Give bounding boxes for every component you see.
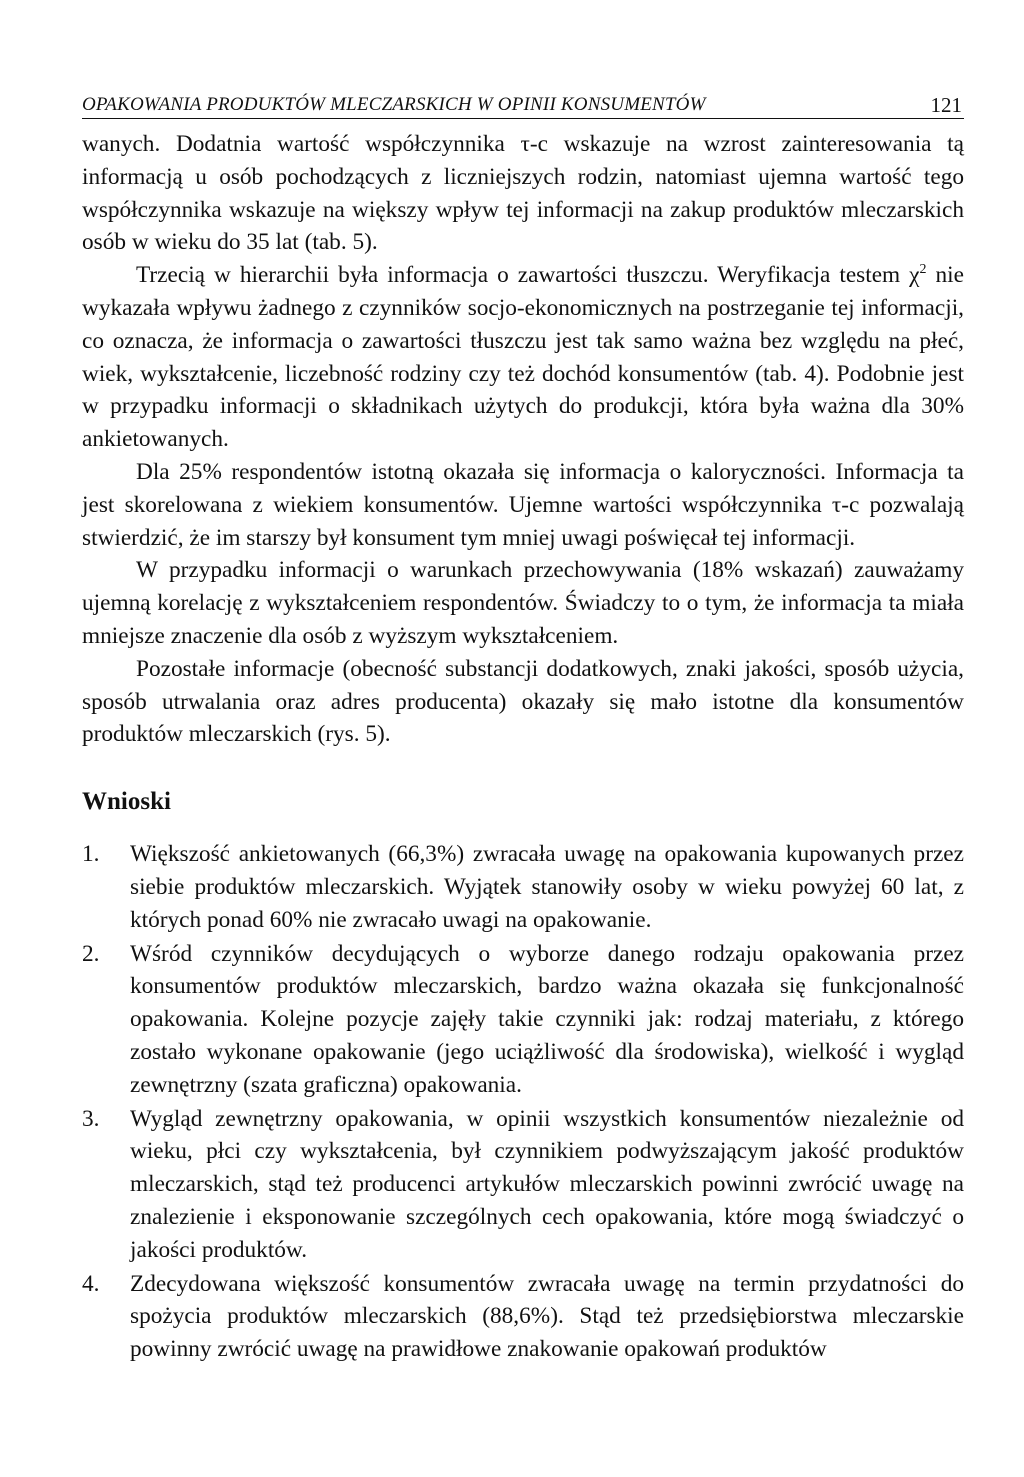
section-title: Wnioski bbox=[82, 788, 171, 816]
list-item bbox=[82, 938, 964, 1102]
list-item-text: Wygląd zewnętrzny opakowania, w opinii wszystkich konsumentów niezależnie od wieku, płci czy wykształcenia, był czynnikiem podwyższającym jakość produktów mleczarskich, stąd też producenci artykułów mleczarskich powinni zwrócić uwagę na znalezienie i eksponowanie szczególnych cech opakowania, które mogą świadczyć o jakości produktów. bbox=[130, 1105, 964, 1263]
list-item-number: 2. bbox=[82, 940, 100, 967]
body-text bbox=[82, 128, 964, 1366]
paragraph-calories: Dla 25% respondentów istotną okazała się informacja o kaloryczności. Informacja ta jest skorelowana z wiekiem konsumentów. Ujemne wartości współczynnika τ-c pozwalają stwierdzić, że im starszy był konsument tym mniej uwagi poświęcał tej informacji. bbox=[82, 458, 964, 551]
document-page bbox=[82, 88, 964, 1367]
list-item-text: Większość ankietowanych (66,3%) zwracała uwagę na opakowania kupowanych przez siebie produktów mleczarskich. Wyjątek stanowiły osoby w wieku powyżej 60 lat, z których ponad 60% nie zwracało uwagi na opakowanie. bbox=[130, 841, 964, 933]
list-item-number: 4. bbox=[82, 1270, 100, 1297]
list-item-text: Zdecydowana większość konsumentów zwracała uwagę na termin przydatności do spożycia produktów mleczarskich (88,6%). Stąd też przedsiębiorstwa mleczarskie powinny zwrócić uwagę na prawidłowe znakowanie opakowań produktów bbox=[130, 1270, 964, 1363]
list-item bbox=[82, 838, 964, 936]
paragraph-fat-content-start: Trzecią w hierarchii była informacja o zawartości tłuszczu. Weryfikacja testem χ bbox=[136, 262, 920, 289]
paragraph-fat-content-rest: nie wykazała wpływu żadnego z czynników socjo-ekonomicznych na postrzeganie tej informacji, co oznacza, że informacja o zawartości tłuszczu jest tak samo ważna bez względu na płeć, wiek, wykształcenie, liczebność rodziny czy też dochód konsumentów (tab. 4). Podobnie jest w przypadku informacji o składnikach użytych do produkcji, która była ważna dla 30% ankietowanych. bbox=[82, 262, 964, 453]
paragraph-storage: W przypadku informacji o warunkach przechowywania (18% wskazań) zauważamy ujemną korelację z wykształceniem respondentów. Świadczy to o tym, że informacja ta miała mniejsze znaczenie dla osób z wyższym wykształceniem. bbox=[82, 557, 964, 649]
running-header bbox=[82, 88, 964, 119]
paragraph-other-info: Pozostałe informacje (obecność substancji dodatkowych, znaki jakości, sposób użycia, sposób utrwalania oraz adres producenta) okazały się mało istotne dla konsumentów produktów mleczarskich (rys. 5). bbox=[82, 655, 964, 748]
paragraph-continuation: wanych. Dodatnia wartość współczynnika τ-c wskazuje na wzrost zainteresowania tą informacją u osób pochodzących z liczniejszych rodzin, natomiast ujemna wartość tego współczynnika wskazuje na większy wpływ tej informacji na zakup produktów mleczarskich osób w wieku do 35 lat (tab. 5). bbox=[82, 131, 964, 256]
chi-square-exponent: 2 bbox=[919, 262, 927, 278]
list-item-number: 1. bbox=[82, 841, 100, 868]
list-item bbox=[82, 1268, 964, 1366]
list-item-text: Wśród czynników decydujących o wyborze danego rodzaju opakowania przez konsumentów produktów mleczarskich, bardzo ważna okazała się funkcjonalność opakowania. Kolejne pozycje zajęły takie czynniki jak: rodzaj materiału, z którego zostało wykonane opakowanie (jego uciążliwość dla środowiska), wielkość i wygląd zewnętrzny (szata graficzna) opakowania. bbox=[130, 940, 964, 1098]
paragraph-fat-content bbox=[82, 259, 964, 456]
list-item bbox=[82, 1103, 964, 1267]
list-item-number: 3. bbox=[82, 1105, 100, 1132]
running-title: OPAKOWANIA PRODUKTÓW MLECZARSKICH W OPINII KONSUMENTÓW bbox=[82, 94, 706, 115]
page-number: 121 bbox=[930, 93, 962, 117]
conclusions-list bbox=[82, 838, 964, 1366]
